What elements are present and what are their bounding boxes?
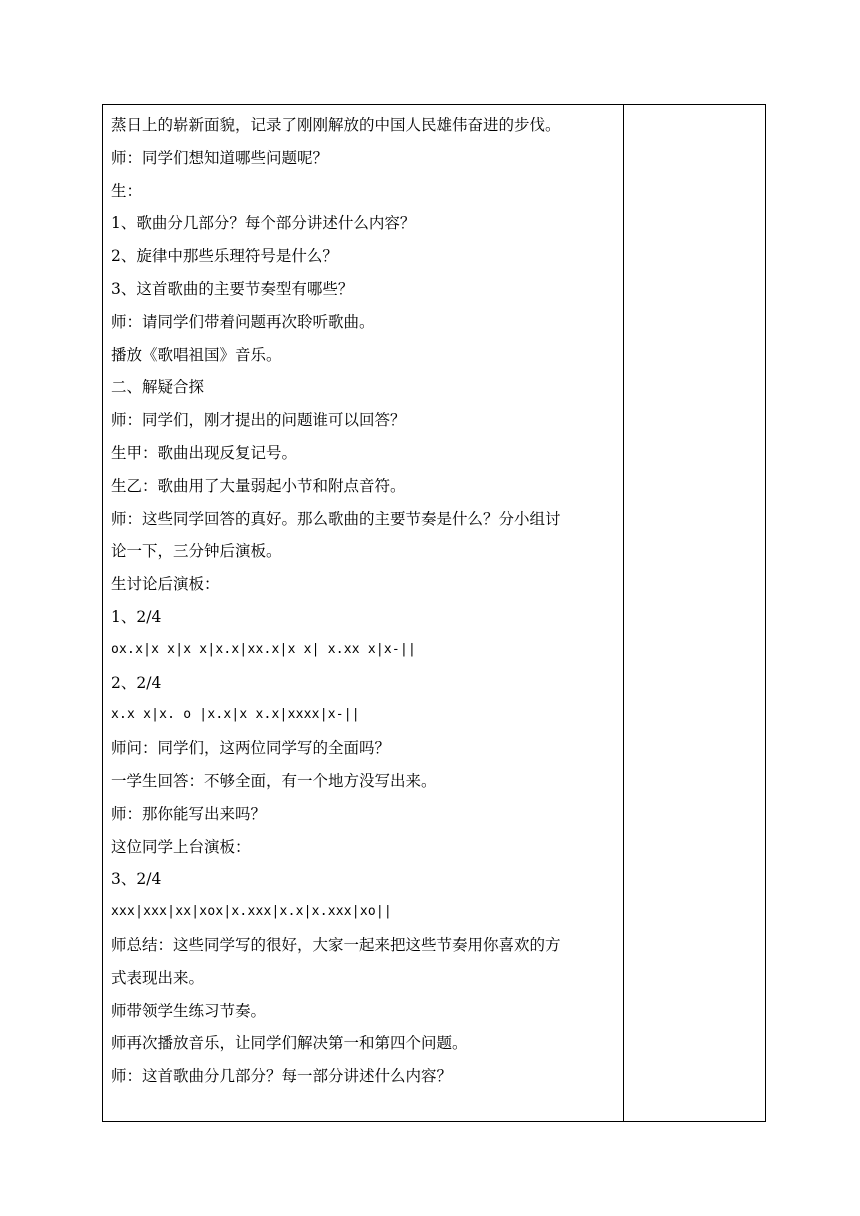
rhythm-notation: xxx|xxx|xx|xox|x.xxx|x.x|x.xxx|xo||: [111, 904, 392, 920]
time-signature: 2、2/4: [111, 673, 162, 692]
text-line: 生甲：歌曲出现反复记号。: [111, 443, 298, 462]
text-line: 2、旋律中那些乐理符号是什么？: [111, 247, 338, 266]
text-line: 师再次播放音乐，让同学们解决第一和第四个问题。: [111, 1034, 468, 1053]
lesson-content-cell: [111, 109, 617, 1093]
text-line: 式表现出来。: [111, 968, 205, 987]
text-line: 师总结：这些同学写的很好，大家一起来把这些节奏用你喜欢的方: [111, 935, 561, 954]
text-line: 1、歌曲分几部分？每个部分讲述什么内容？: [111, 214, 416, 233]
text-line: 师：请同学们带着问题再次聆听歌曲。: [111, 312, 375, 331]
text-line: 3、这首歌曲的主要节奏型有哪些？: [111, 279, 354, 298]
time-signature: 3、2/4: [111, 870, 162, 889]
text-line: 师：那你能写出来吗？: [111, 804, 267, 823]
text-line: 师：这首歌曲分几部分？每一部分讲述什么内容？: [111, 1067, 453, 1086]
section-heading: 二、解疑合探: [111, 378, 205, 397]
text-line: 生乙：歌曲用了大量弱起小节和附点音符。: [111, 476, 406, 495]
text-line: 蒸日上的崭新面貌，记录了刚刚解放的中国人民雄伟奋进的步伐。: [111, 116, 561, 134]
text-line: 师：同学们，刚才提出的问题谁可以回答？: [111, 411, 406, 430]
text-line: 师：同学们想知道哪些问题呢？: [111, 148, 329, 167]
text-line: 生：: [111, 181, 143, 200]
lesson-plan-table: [102, 104, 766, 1122]
time-signature: 1、2/4: [111, 607, 162, 626]
text-line: 师问：同学们，这两位同学写的全面吗？: [111, 739, 391, 758]
notes-cell: [624, 105, 765, 1121]
rhythm-notation: x.x x|x. o |x.x|x x.x|xxxx|x-||: [111, 707, 360, 723]
text-line: 一学生回答：不够全面，有一个地方没写出来。: [111, 771, 437, 790]
rhythm-notation: ox.x|x x|x x|x.x|xx.x|x x| x.xx x|x-||: [111, 641, 417, 657]
text-line: 播放《歌唱祖国》音乐。: [111, 345, 282, 364]
text-line: 论一下，三分钟后演板。: [111, 542, 282, 561]
text-line: 师：这些同学回答的真好。那么歌曲的主要节奏是什么？分小组讨: [111, 509, 561, 528]
text-line: 生讨论后演板：: [111, 575, 220, 594]
text-line: 师带领学生练习节奏。: [111, 1001, 267, 1020]
text-line: 这位同学上台演板：: [111, 837, 251, 856]
